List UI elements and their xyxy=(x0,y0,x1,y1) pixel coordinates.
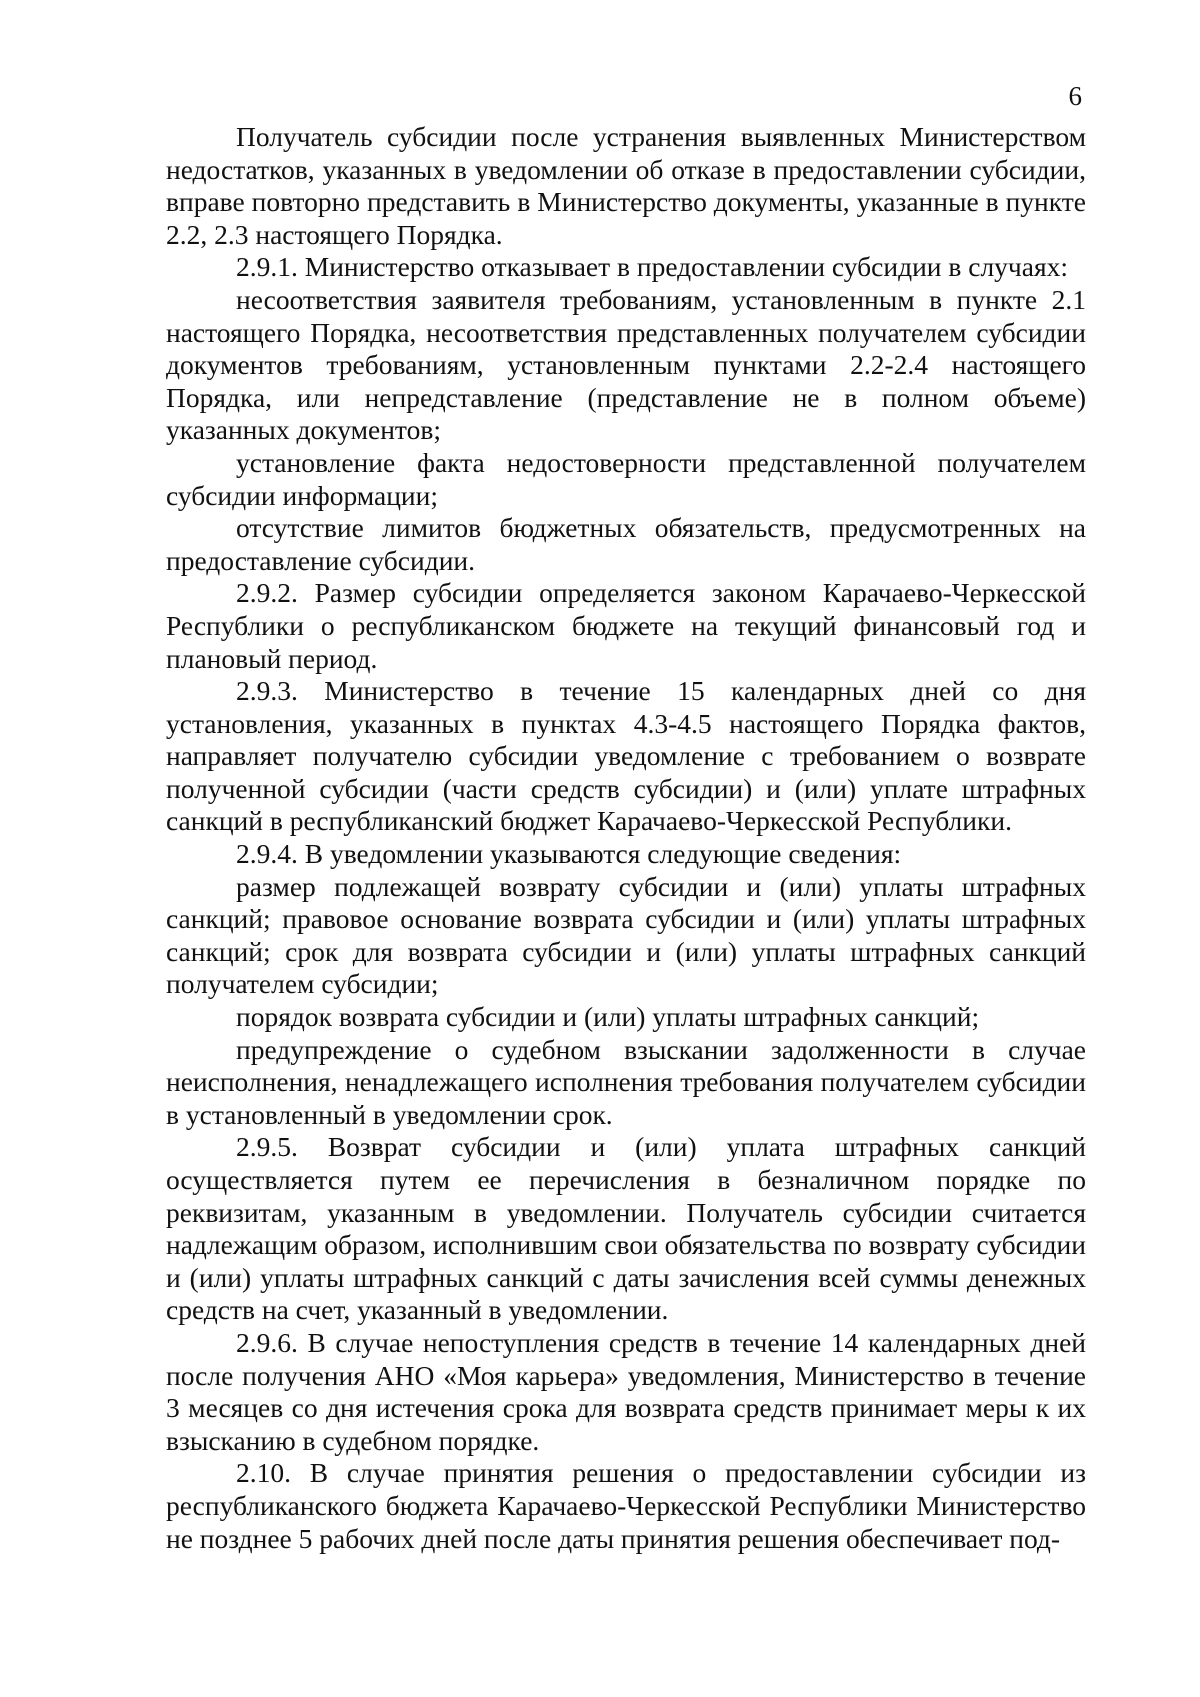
paragraph-no-budget-limits: отсутствие лимитов бюджетных обязательств, предусмотренных на предоставление субсидии. xyxy=(166,512,1086,576)
paragraph-resubmission: Получатель субсидии после устранения выявленных Министерством недостатков, указанных в уведомлении об отказе в предоставлении субсидии, вправе повторно представить в Министерство документы, указанные в пункте 2.2, 2.3 настоящего Порядка. xyxy=(166,121,1086,250)
paragraph-2-9-6: 2.9.6. В случае непоступления средств в течение 14 календарных дней после получения АНО «Моя карьера» уведомления, Министерство в течение 3 месяцев со дня истечения срока для возврата средств принимает меры к их взысканию в судебном порядке. xyxy=(166,1326,1086,1456)
paragraph-2-9-1: 2.9.1. Министерство отказывает в предоставлении субсидии в случаях: xyxy=(236,251,1068,283)
paragraph-court-warning: предупреждение о судебном взыскании задолженности в случае неисполнения, ненадлежащего исполнения требования получателем субсидии в установленный в уведомлении срок. xyxy=(166,1033,1086,1130)
paragraph-noncompliance: несоответствия заявителя требованиям, установленным в пункте 2.1 настоящего Порядка, несоответствия представленных получателем субсидии документов требованиям, установленным пунктами 2.2-2.4 настоящего Порядка, или непредставление (представление не в полном объеме) указанных документов; xyxy=(166,283,1086,446)
paragraph-refund-amount: размер подлежащей возврату субсидии и (или) уплаты штрафных санкций; правовое основание возврата субсидии и (или) уплаты штрафных санкций; срок для возврата субсидии и (или) уплаты штрафных санкций получателем субсидии; xyxy=(166,870,1086,1000)
paragraph-2-10: 2.10. В случае принятия решения о предоставлении субсидии из республиканского бюджета Карачаево-Черкесской Республики Министерство не позднее 5 рабочих дней после даты принятия решения обеспечивает под- xyxy=(166,1457,1086,1554)
page-number: 6 xyxy=(1068,81,1082,111)
paragraph-2-9-5: 2.9.5. Возврат субсидии и (или) уплата штрафных санкций осуществляется путем ее перечисления в безналичном порядке по реквизитам, указанным в уведомлении. Получатель субсидии считается надлежащим образом, исполнившим свои обязательства по возврату субсидии и (или) уплаты штрафных санкций с даты зачисления всей суммы денежных средств на счет, указанный в уведомлении. xyxy=(166,1131,1086,1326)
paragraph-false-information: установление факта недостоверности представленной получателем субсидии информации; xyxy=(166,446,1086,511)
paragraph-2-9-3: 2.9.3. Министерство в течение 15 календарных дней со дня установления, указанных в пунктах 4.3-4.5 настоящего Порядка фактов, направляет получателю субсидии уведомление с требованием о возврате полученной субсидии (части средств субсидии) и (или) уплате штрафных санкций в республиканский бюджет Карачаево-Черкесской Республики. xyxy=(166,675,1086,837)
document-body xyxy=(166,121,1086,1555)
paragraph-refund-procedure: порядок возврата субсидии и (или) уплаты штрафных санкций; xyxy=(236,1001,980,1033)
paragraph-2-9-2: 2.9.2. Размер субсидии определяется законом Карачаево-Черкесской Республики о республиканском бюджете на текущий финансовый год и плановый период. xyxy=(166,577,1086,674)
paragraph-2-9-4: 2.9.4. В уведомлении указываются следующие сведения: xyxy=(236,838,902,870)
